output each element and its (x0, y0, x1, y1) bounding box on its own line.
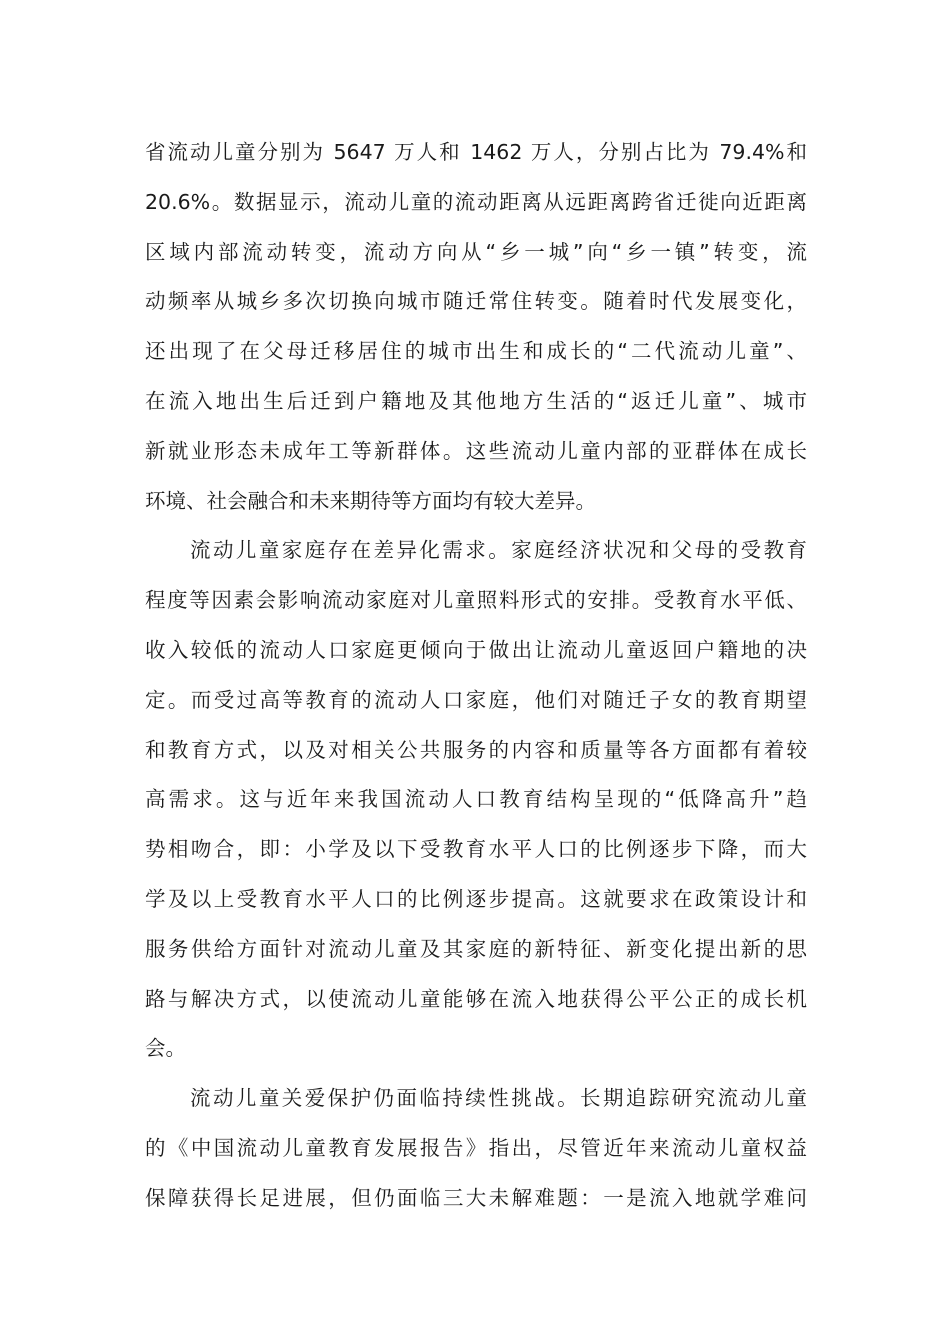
text-line-3: 区域内部流动转变，流动方向从“乡一城”向“乡一镇”转变，流 (145, 239, 807, 264)
text-line-2: 20.6%。数据显示，流动儿童的流动距离从远距离跨省迁徙向近距离 (145, 189, 807, 214)
text-line-13: 和教育方式，以及对相关公共服务的内容和质量等各方面都有着较 (145, 737, 807, 762)
body-text (145, 128, 807, 1224)
text-line-14: 高需求。这与近年来我国流动人口教育结构呈现的“低降高升”趋 (145, 787, 807, 812)
text-line-22: 保障获得长足进展，但仍面临三大未解难题：一是流入地就学难问 (145, 1185, 807, 1210)
text-line-7: 新就业形态未成年工等新群体。这些流动儿童内部的亚群体在成长 (145, 438, 807, 463)
text-line-16: 学及以上受教育水平人口的比例逐步提高。这就要求在政策设计和 (145, 886, 807, 911)
text-line-5: 还出现了在父母迁移居住的城市出生和成长的“二代流动儿童”、 (145, 339, 807, 364)
text-line-12: 定。而受过高等教育的流动人口家庭，他们对随迁子女的教育期望 (145, 687, 807, 712)
text-line-8: 环境、社会融合和未来期待等方面均有较大差异。 (145, 488, 596, 513)
paragraph-start-line: 流动儿童关爱保护仍面临持续性挑战。长期追踪研究流动儿童 (190, 1086, 807, 1111)
text-line-15: 势相吻合，即：小学及以下受教育水平人口的比例逐步下降，而大 (145, 837, 807, 862)
paragraph-start-line: 流动儿童家庭存在差异化需求。家庭经济状况和父母的受教育 (190, 538, 807, 563)
text-line-19: 会。 (145, 1036, 186, 1061)
text-line-6: 在流入地出生后迁到户籍地及其他地方生活的“返迁儿童”、城市 (145, 388, 807, 413)
text-line-4: 动频率从城乡多次切换向城市随迁常住转变。随着时代发展变化， (145, 289, 807, 314)
text-line-21: 的《中国流动儿童教育发展报告》指出，尽管近年来流动儿童权益 (145, 1135, 807, 1160)
text-line-1: 省流动儿童分别为 5647 万人和 1462 万人，分别占比为 79.4%和 (145, 140, 807, 164)
text-line-11: 收入较低的流动人口家庭更倾向于做出让流动儿童返回户籍地的决 (145, 637, 807, 662)
text-line-10: 程度等因素会影响流动家庭对儿童照料形式的安排。受教育水平低、 (145, 588, 807, 613)
text-line-17: 服务供给方面针对流动儿童及其家庭的新特征、新变化提出新的思 (145, 936, 807, 961)
text-line-18: 路与解决方式，以使流动儿童能够在流入地获得公平公正的成长机 (145, 986, 807, 1011)
